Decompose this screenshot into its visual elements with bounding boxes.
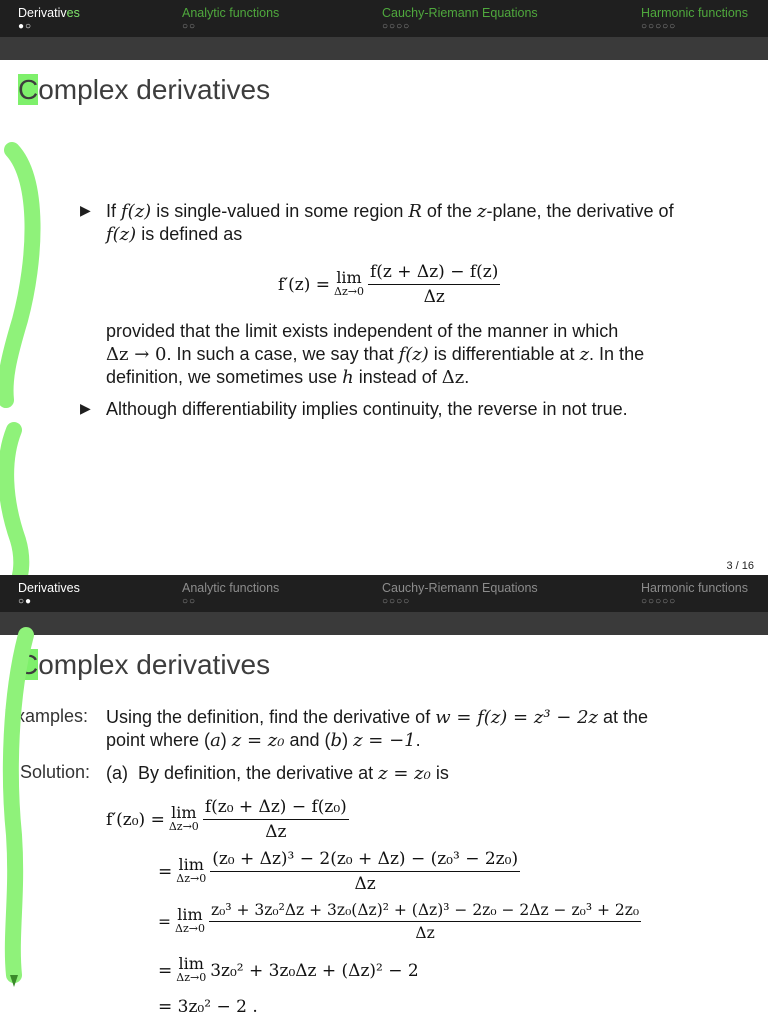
nav-dots[interactable]: ●○ [18, 21, 33, 32]
denominator: Δz [415, 924, 435, 942]
numerator: (z₀ + Δz)³ − 2(z₀ + Δz) − (z₀³ − 2z₀) [210, 849, 520, 872]
text: is defined as [136, 224, 243, 244]
nav-title-highlight: es [66, 6, 80, 20]
examples-label: Examples: [4, 706, 89, 726]
text: point where ( [106, 730, 211, 750]
nav-title: Analytic functions [182, 581, 280, 595]
equals-sign: = [158, 861, 173, 882]
nav-title-main: Derivativ [18, 6, 67, 20]
title-rest: omplex derivatives [38, 649, 271, 680]
title-first-letter: C [18, 74, 39, 105]
text: is [430, 763, 449, 783]
equals-sign: = [158, 961, 173, 981]
math: f(z) [106, 224, 137, 245]
nav-title: Derivatives [18, 581, 80, 595]
math: z = z₀ [378, 763, 431, 784]
title-first-letter: C [18, 649, 39, 680]
text: provided that the limit exists independent of the manner in which [106, 321, 619, 341]
title-rest: omplex derivatives [38, 74, 271, 105]
text: If [106, 201, 122, 221]
eq-lhs: f′(z₀) = [106, 809, 165, 830]
numerator: f(z₀ + Δz) − f(z₀) [203, 797, 349, 820]
bullet-triangle-icon: ▶ [80, 400, 91, 416]
math: z [476, 201, 487, 222]
denominator: Δz [265, 822, 287, 842]
lim-sub: Δz→0 [176, 871, 207, 885]
nav-title: Harmonic functions [641, 581, 748, 595]
ink-stroke [11, 635, 26, 975]
text: at the [598, 707, 649, 727]
text: ) [342, 730, 354, 750]
text: definition, we sometimes use [106, 367, 343, 387]
text: Using the definition, find the derivative of [106, 707, 436, 727]
lim: lim [177, 904, 203, 924]
nav-title: Cauchy-Riemann Equations [382, 581, 538, 595]
bullet-2-text: Although differentiability implies continuity, the reverse in not true. [106, 399, 628, 419]
text: . [415, 730, 421, 750]
lim-sub: Δz→0 [334, 284, 364, 298]
text: and ( [284, 730, 331, 750]
math: R [408, 201, 422, 222]
denominator: Δz [354, 874, 376, 894]
bullet-triangle-icon: ▶ [80, 202, 91, 218]
lim: lim [178, 954, 204, 973]
nav-title: Cauchy-Riemann Equations [382, 6, 538, 20]
text: ) [220, 730, 232, 750]
math: Δz [441, 367, 465, 388]
text: . In the [589, 344, 645, 364]
text: is differentiable at [428, 344, 580, 364]
nav-title: Harmonic functions [641, 6, 748, 20]
text: of the [421, 201, 477, 221]
lim-sub: Δz→0 [175, 921, 205, 935]
math: a [210, 730, 221, 751]
eq-lhs: f′(z) = [278, 274, 331, 295]
nav-dots[interactable]: ○○○○○ [641, 596, 677, 607]
text: is single-valued in some region [151, 201, 409, 221]
equals-sign: = [158, 912, 171, 931]
lim-sub: Δz→0 [176, 971, 207, 984]
text: By definition, the derivative at [138, 763, 379, 783]
green-ink-annotation [0, 575, 768, 1024]
expression: 3z₀² + 3z₀Δz + (Δz)² − 2 [210, 961, 419, 981]
numerator: z₀³ + 3z₀²Δz + 3z₀(Δz)² + (Δz)³ − 2z₀ − 2Δz − z₀³ + 2z₀ [209, 901, 641, 922]
text: -plane, the derivative of [486, 201, 674, 221]
denominator: Δz [423, 287, 445, 307]
math: w = f(z) = z³ − 2z [435, 707, 599, 728]
slide-2 [0, 575, 768, 1024]
text: . [464, 367, 470, 387]
lim: lim [336, 267, 362, 287]
text: . In such a case, we say that [166, 344, 399, 364]
math: f(z) [398, 344, 429, 365]
nav-title: Analytic functions [182, 6, 280, 20]
math: z [579, 344, 590, 365]
lim-sub: Δz→0 [168, 819, 199, 833]
ink-stroke-lower [6, 430, 21, 575]
text: instead of [353, 367, 442, 387]
math: f(z) [121, 201, 152, 222]
numerator: f(z + Δz) − f(z) [368, 262, 500, 285]
lim: lim [178, 854, 204, 874]
math: z = z₀ [231, 730, 285, 751]
lim: lim [171, 802, 197, 822]
nav-dots[interactable]: ○○ [182, 21, 197, 32]
nav-dots[interactable]: ○○○○○ [641, 21, 677, 32]
nav-dots[interactable]: ○○ [182, 596, 197, 607]
nav-dots[interactable]: ○○○○ [382, 21, 411, 32]
math: h [342, 367, 354, 388]
nav-dots[interactable]: ○○○○ [382, 596, 411, 607]
expression: 3z₀² − 2 . [177, 997, 258, 1017]
text: (a) [106, 763, 128, 783]
math: b [330, 730, 343, 751]
ink-stroke-upper [6, 150, 33, 400]
math: Δz → 0 [106, 344, 167, 365]
solution-label: Solution: [20, 762, 91, 782]
math: z = −1 [353, 730, 416, 751]
equals-sign: = [158, 997, 173, 1017]
nav-dots[interactable]: ○● [18, 596, 33, 607]
page-number: 3 / 16 [726, 560, 754, 572]
